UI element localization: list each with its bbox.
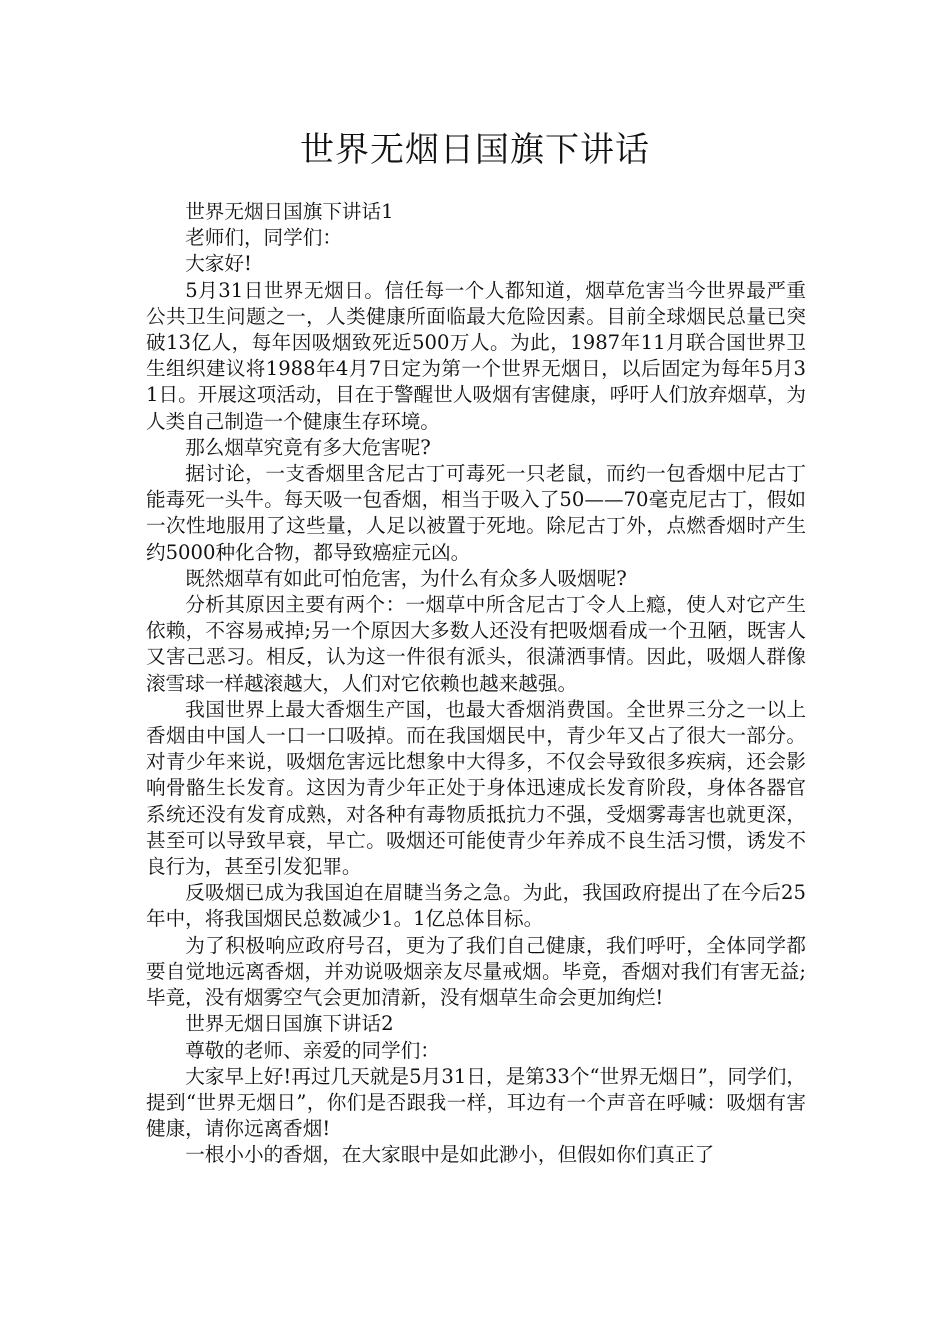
body-paragraph: 一根小小的香烟，在大家眼中是如此渺小，但假如你们真正了: [185, 1143, 715, 1167]
body-paragraph: 为了积极响应政府号召，更为了我们自己健康，我们呼吁，全体同学都要自觉地远离香烟，并劝说吸烟亲友尽量戒烟。毕竟，香烟对我们有害无益;毕竟，没有烟雾空气会更加清新，没有烟草生命会更加绚烂!: [146, 933, 806, 1010]
body-paragraph: 大家早上好!再过几天就是5月31日，是第33个“世界无烟日”，同学们，提到“世界无烟日”，你们是否跟我一样，耳边有一个声音在呼喊：吸烟有害健康，请你远离香烟!: [146, 1064, 806, 1141]
document-body: [146, 199, 806, 1169]
body-paragraph: 分析其原因主要有两个：一烟草中所含尼古丁令人上瘾，使人对它产生依赖，不容易戒掉;另一个原因大多数人还没有把吸烟看成一个丑陋，既害人又害己恶习。相反，认为这一件很有派头，很潇洒事情。因此，吸烟人群像滚雪球一样越滚越大，人们对它依赖也越来越强。: [146, 593, 806, 695]
speech-1-heading: 世界无烟日国旗下讲话1: [185, 200, 394, 223]
page-title: 世界无烟日国旗下讲话: [300, 130, 650, 170]
body-paragraph: 5月31日世界无烟日。信任每一个人都知道，烟草危害当今世界最严重公共卫生问题之一，人类健康所面临最大危险因素。目前全球烟民总量已突破13亿人，每年因吸烟致死近500万人。为此，1987年11月联合国世界卫生组织建议将1988年4月7日定为第一个世界无烟日，以后固定为每年5月31日。开展这项活动，目在于警醒世人吸烟有害健康，呼吁人们放弃烟草，为人类自己制造一个健康生存环境。: [146, 278, 806, 433]
body-paragraph: 据讨论，一支香烟里含尼古丁可毒死一只老鼠，而约一包香烟中尼古丁能毒死一头牛。每天吸一包香烟，相当于吸入了50——70毫克尼古丁，假如一次性地服用了这些量，人足以被置于死地。除尼古丁外，点燃香烟时产生约5000种化合物，都导致癌症元凶。: [146, 462, 806, 564]
salutation: 老师们，同学们：: [185, 226, 342, 250]
body-paragraph: 那么烟草究竟有多大危害呢?: [185, 435, 431, 459]
greeting: 大家好!: [185, 252, 252, 276]
salutation: 尊敬的老师、亲爱的同学们：: [185, 1038, 440, 1062]
body-paragraph: 我国世界上最大香烟生产国，也最大香烟消费国。全世界三分之一以上香烟由中国人一口一口吸掉。而在我国烟民中，青少年又占了很大一部分。对青少年来说，吸烟危害远比想象中大得多，不仅会导致很多疾病，还会影响骨骼生长发育。这因为青少年正处于身体迅速成长发育阶段，身体各器官系统还没有发育成熟，对各种有毒物质抵抗力不强，受烟雾毒害也就更深，甚至可以导致早衰，早亡。吸烟还可能使青少年养成不良生活习惯，诱发不良行为，甚至引发犯罪。: [146, 697, 806, 879]
body-paragraph: 既然烟草有如此可怕危害，为什么有众多人吸烟呢?: [185, 566, 627, 590]
speech-2-heading: 世界无烟日国旗下讲话2: [185, 1012, 394, 1036]
body-paragraph: 反吸烟已成为我国迫在眉睫当务之急。为此，我国政府提出了在今后25年中，将我国烟民总数减少1。1亿总体目标。: [146, 881, 806, 931]
